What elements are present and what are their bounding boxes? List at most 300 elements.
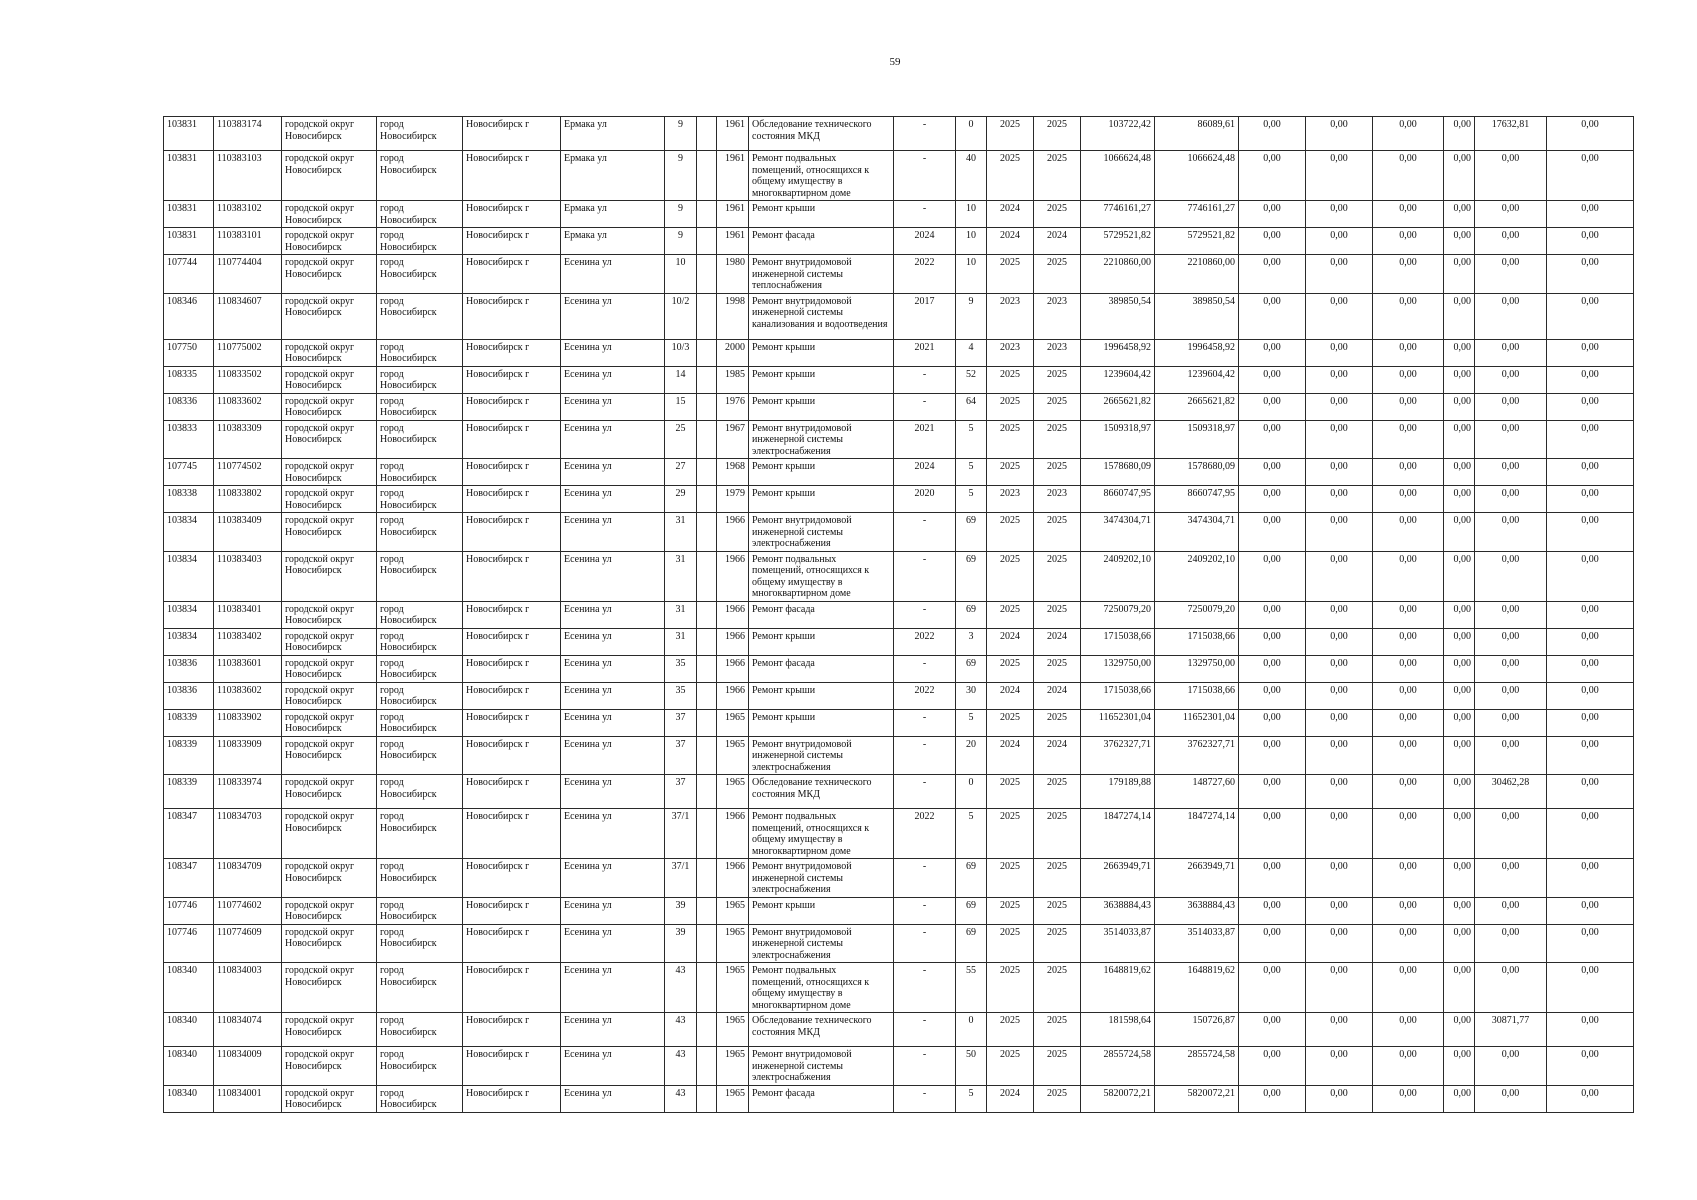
cell-settlement: город Новосибирск bbox=[377, 628, 463, 655]
cell-street: Есенина ул bbox=[561, 339, 665, 366]
cell-extra-funds: 0,00 bbox=[1547, 255, 1634, 294]
cell-last-repair-year: - bbox=[894, 709, 956, 736]
cell-work-id: 110383102 bbox=[214, 201, 282, 228]
cell-plan-year-end: 2025 bbox=[1034, 420, 1081, 459]
cell-budget-local: 0,00 bbox=[1373, 963, 1444, 1013]
cell-work-type: Ремонт фасада bbox=[749, 655, 894, 682]
cell-work-id: 110383601 bbox=[214, 655, 282, 682]
cell-plan-year-start: 2024 bbox=[987, 201, 1034, 228]
cell-settlement: город Новосибирск bbox=[377, 859, 463, 898]
cell-fund-cost: 150726,87 bbox=[1155, 1013, 1239, 1047]
cell-owners-funds: 0,00 bbox=[1475, 709, 1547, 736]
cell-settlement: город Новосибирск bbox=[377, 393, 463, 420]
cell-budget-regional: 0,00 bbox=[1306, 1085, 1373, 1112]
cell-last-repair-year: - bbox=[894, 1047, 956, 1086]
cell-settlement: город Новосибирск bbox=[377, 366, 463, 393]
cell-work-id: 110383402 bbox=[214, 628, 282, 655]
cell-fund-cost: 2409202,10 bbox=[1155, 551, 1239, 601]
cell-house-number: 29 bbox=[665, 486, 697, 513]
cell-total-cost: 389850,54 bbox=[1081, 293, 1155, 339]
cell-budget-local: 0,00 bbox=[1373, 601, 1444, 628]
table-row bbox=[164, 775, 1634, 809]
cell-wear-percent: 5 bbox=[956, 809, 987, 859]
cell-other-funds: 0,00 bbox=[1444, 775, 1475, 809]
table-row bbox=[164, 420, 1634, 459]
cell-district: городской округ Новосибирск bbox=[282, 1085, 377, 1112]
cell-house-number: 37 bbox=[665, 775, 697, 809]
cell-budget-local: 0,00 bbox=[1373, 682, 1444, 709]
cell-street: Есенина ул bbox=[561, 393, 665, 420]
cell-plan-year-end: 2025 bbox=[1034, 709, 1081, 736]
cell-house-number: 27 bbox=[665, 459, 697, 486]
cell-other-funds: 0,00 bbox=[1444, 151, 1475, 201]
cell-budget-local: 0,00 bbox=[1373, 486, 1444, 513]
cell-building bbox=[697, 736, 717, 775]
cell-settlement: город Новосибирск bbox=[377, 339, 463, 366]
cell-plan-year-start: 2025 bbox=[987, 859, 1034, 898]
table-row bbox=[164, 1047, 1634, 1086]
cell-building bbox=[697, 709, 717, 736]
cell-work-id: 110833974 bbox=[214, 775, 282, 809]
cell-commission-year: 1961 bbox=[717, 201, 749, 228]
table-row bbox=[164, 601, 1634, 628]
cell-street: Есенина ул bbox=[561, 775, 665, 809]
cell-last-repair-year: 2020 bbox=[894, 486, 956, 513]
cell-house-number: 35 bbox=[665, 655, 697, 682]
cell-budget-regional: 0,00 bbox=[1306, 809, 1373, 859]
cell-budget-federal: 0,00 bbox=[1239, 924, 1306, 963]
cell-owners-funds: 0,00 bbox=[1475, 293, 1547, 339]
cell-last-repair-year: - bbox=[894, 551, 956, 601]
cell-plan-year-end: 2025 bbox=[1034, 809, 1081, 859]
cell-street: Ермака ул bbox=[561, 228, 665, 255]
cell-work-id: 110383409 bbox=[214, 513, 282, 552]
cell-total-cost: 1715038,66 bbox=[1081, 682, 1155, 709]
cell-street: Есенина ул bbox=[561, 1047, 665, 1086]
cell-work-id: 110833909 bbox=[214, 736, 282, 775]
cell-street: Есенина ул bbox=[561, 897, 665, 924]
cell-house-number: 43 bbox=[665, 1013, 697, 1047]
cell-work-id: 110834003 bbox=[214, 963, 282, 1013]
cell-wear-percent: 0 bbox=[956, 775, 987, 809]
cell-wear-percent: 10 bbox=[956, 255, 987, 294]
cell-house-number: 14 bbox=[665, 366, 697, 393]
cell-district: городской округ Новосибирск bbox=[282, 366, 377, 393]
cell-plan-year-end: 2025 bbox=[1034, 366, 1081, 393]
cell-building bbox=[697, 486, 717, 513]
table-row bbox=[164, 151, 1634, 201]
cell-fund-cost: 8660747,95 bbox=[1155, 486, 1239, 513]
cell-wear-percent: 4 bbox=[956, 339, 987, 366]
cell-house-number: 10/3 bbox=[665, 339, 697, 366]
cell-other-funds: 0,00 bbox=[1444, 897, 1475, 924]
cell-commission-year: 1966 bbox=[717, 628, 749, 655]
cell-plan-year-start: 2025 bbox=[987, 393, 1034, 420]
cell-owners-funds: 0,00 bbox=[1475, 513, 1547, 552]
cell-extra-funds: 0,00 bbox=[1547, 117, 1634, 151]
cell-work-type: Ремонт крыши bbox=[749, 486, 894, 513]
cell-plan-year-end: 2023 bbox=[1034, 293, 1081, 339]
cell-budget-local: 0,00 bbox=[1373, 513, 1444, 552]
cell-total-cost: 2665621,82 bbox=[1081, 393, 1155, 420]
cell-total-cost: 5820072,21 bbox=[1081, 1085, 1155, 1112]
cell-total-cost: 181598,64 bbox=[1081, 1013, 1155, 1047]
cell-owners-funds: 0,00 bbox=[1475, 655, 1547, 682]
cell-other-funds: 0,00 bbox=[1444, 1013, 1475, 1047]
cell-other-funds: 0,00 bbox=[1444, 255, 1475, 294]
cell-last-repair-year: - bbox=[894, 924, 956, 963]
cell-building bbox=[697, 809, 717, 859]
cell-object-id: 108339 bbox=[164, 775, 214, 809]
cell-budget-federal: 0,00 bbox=[1239, 736, 1306, 775]
cell-budget-regional: 0,00 bbox=[1306, 963, 1373, 1013]
cell-total-cost: 2409202,10 bbox=[1081, 551, 1155, 601]
cell-extra-funds: 0,00 bbox=[1547, 775, 1634, 809]
cell-house-number: 9 bbox=[665, 228, 697, 255]
cell-plan-year-start: 2025 bbox=[987, 897, 1034, 924]
cell-district: городской округ Новосибирск bbox=[282, 117, 377, 151]
cell-work-id: 110775002 bbox=[214, 339, 282, 366]
cell-budget-local: 0,00 bbox=[1373, 255, 1444, 294]
cell-last-repair-year: 2022 bbox=[894, 628, 956, 655]
cell-plan-year-start: 2024 bbox=[987, 628, 1034, 655]
cell-budget-local: 0,00 bbox=[1373, 1085, 1444, 1112]
cell-settlement: город Новосибирск bbox=[377, 1047, 463, 1086]
cell-owners-funds: 0,00 bbox=[1475, 339, 1547, 366]
cell-object-id: 107745 bbox=[164, 459, 214, 486]
cell-building bbox=[697, 1013, 717, 1047]
cell-budget-regional: 0,00 bbox=[1306, 366, 1373, 393]
cell-wear-percent: 50 bbox=[956, 1047, 987, 1086]
cell-budget-local: 0,00 bbox=[1373, 809, 1444, 859]
cell-work-type: Ремонт фасада bbox=[749, 228, 894, 255]
cell-work-type: Ремонт внутридомовой инженерной системы электроснабжения bbox=[749, 420, 894, 459]
table-row bbox=[164, 293, 1634, 339]
cell-budget-regional: 0,00 bbox=[1306, 255, 1373, 294]
table-row bbox=[164, 859, 1634, 898]
cell-city: Новосибирск г bbox=[463, 1047, 561, 1086]
cell-other-funds: 0,00 bbox=[1444, 1047, 1475, 1086]
cell-fund-cost: 3762327,71 bbox=[1155, 736, 1239, 775]
table-row bbox=[164, 339, 1634, 366]
cell-building bbox=[697, 682, 717, 709]
cell-street: Есенина ул bbox=[561, 628, 665, 655]
cell-settlement: город Новосибирск bbox=[377, 809, 463, 859]
cell-street: Есенина ул bbox=[561, 963, 665, 1013]
cell-commission-year: 1966 bbox=[717, 682, 749, 709]
page-number: 59 bbox=[889, 56, 901, 68]
cell-budget-regional: 0,00 bbox=[1306, 682, 1373, 709]
cell-street: Есенина ул bbox=[561, 809, 665, 859]
cell-budget-federal: 0,00 bbox=[1239, 963, 1306, 1013]
cell-object-id: 103831 bbox=[164, 228, 214, 255]
cell-district: городской округ Новосибирск bbox=[282, 601, 377, 628]
cell-settlement: город Новосибирск bbox=[377, 201, 463, 228]
cell-street: Есенина ул bbox=[561, 420, 665, 459]
cell-street: Есенина ул bbox=[561, 293, 665, 339]
cell-other-funds: 0,00 bbox=[1444, 293, 1475, 339]
cell-plan-year-start: 2023 bbox=[987, 486, 1034, 513]
cell-building bbox=[697, 601, 717, 628]
cell-last-repair-year: 2021 bbox=[894, 420, 956, 459]
cell-building bbox=[697, 859, 717, 898]
cell-street: Есенина ул bbox=[561, 655, 665, 682]
cell-owners-funds: 0,00 bbox=[1475, 486, 1547, 513]
cell-building bbox=[697, 117, 717, 151]
cell-object-id: 108340 bbox=[164, 963, 214, 1013]
cell-building bbox=[697, 963, 717, 1013]
cell-building bbox=[697, 1047, 717, 1086]
cell-work-type: Обследование технического состояния МКД bbox=[749, 1013, 894, 1047]
cell-city: Новосибирск г bbox=[463, 551, 561, 601]
cell-fund-cost: 3514033,87 bbox=[1155, 924, 1239, 963]
cell-street: Ермака ул bbox=[561, 201, 665, 228]
cell-street: Есенина ул bbox=[561, 459, 665, 486]
table-row bbox=[164, 255, 1634, 294]
cell-budget-regional: 0,00 bbox=[1306, 117, 1373, 151]
cell-budget-local: 0,00 bbox=[1373, 459, 1444, 486]
cell-city: Новосибирск г bbox=[463, 366, 561, 393]
cell-budget-local: 0,00 bbox=[1373, 775, 1444, 809]
cell-owners-funds: 0,00 bbox=[1475, 628, 1547, 655]
cell-wear-percent: 9 bbox=[956, 293, 987, 339]
cell-other-funds: 0,00 bbox=[1444, 420, 1475, 459]
cell-district: городской округ Новосибирск bbox=[282, 897, 377, 924]
cell-plan-year-start: 2025 bbox=[987, 655, 1034, 682]
cell-total-cost: 1239604,42 bbox=[1081, 366, 1155, 393]
cell-house-number: 37/1 bbox=[665, 809, 697, 859]
cell-district: городской округ Новосибирск bbox=[282, 736, 377, 775]
cell-total-cost: 2855724,58 bbox=[1081, 1047, 1155, 1086]
cell-total-cost: 7746161,27 bbox=[1081, 201, 1155, 228]
cell-street: Есенина ул bbox=[561, 513, 665, 552]
table-row bbox=[164, 736, 1634, 775]
cell-wear-percent: 0 bbox=[956, 1013, 987, 1047]
cell-budget-regional: 0,00 bbox=[1306, 339, 1373, 366]
cell-budget-regional: 0,00 bbox=[1306, 859, 1373, 898]
cell-fund-cost: 1329750,00 bbox=[1155, 655, 1239, 682]
cell-district: городской округ Новосибирск bbox=[282, 924, 377, 963]
cell-budget-regional: 0,00 bbox=[1306, 601, 1373, 628]
cell-other-funds: 0,00 bbox=[1444, 201, 1475, 228]
cell-other-funds: 0,00 bbox=[1444, 736, 1475, 775]
cell-house-number: 31 bbox=[665, 601, 697, 628]
cell-plan-year-end: 2025 bbox=[1034, 551, 1081, 601]
cell-building bbox=[697, 366, 717, 393]
cell-plan-year-start: 2024 bbox=[987, 228, 1034, 255]
cell-budget-regional: 0,00 bbox=[1306, 228, 1373, 255]
cell-plan-year-start: 2025 bbox=[987, 513, 1034, 552]
cell-work-type: Ремонт фасада bbox=[749, 1085, 894, 1112]
cell-other-funds: 0,00 bbox=[1444, 366, 1475, 393]
cell-work-id: 110834703 bbox=[214, 809, 282, 859]
cell-work-type: Ремонт крыши bbox=[749, 201, 894, 228]
cell-district: городской округ Новосибирск bbox=[282, 628, 377, 655]
cell-wear-percent: 69 bbox=[956, 551, 987, 601]
cell-plan-year-end: 2025 bbox=[1034, 151, 1081, 201]
cell-commission-year: 1965 bbox=[717, 963, 749, 1013]
cell-settlement: город Новосибирск bbox=[377, 459, 463, 486]
cell-commission-year: 1967 bbox=[717, 420, 749, 459]
cell-work-type: Ремонт подвальных помещений, относящихся к общему имуществу в многоквартирном доме bbox=[749, 551, 894, 601]
table-row bbox=[164, 1085, 1634, 1112]
cell-other-funds: 0,00 bbox=[1444, 859, 1475, 898]
cell-work-type: Ремонт крыши bbox=[749, 339, 894, 366]
cell-city: Новосибирск г bbox=[463, 393, 561, 420]
cell-commission-year: 1966 bbox=[717, 809, 749, 859]
cell-building bbox=[697, 775, 717, 809]
cell-work-type: Ремонт фасада bbox=[749, 601, 894, 628]
table-row bbox=[164, 924, 1634, 963]
cell-budget-federal: 0,00 bbox=[1239, 366, 1306, 393]
cell-building bbox=[697, 628, 717, 655]
cell-budget-regional: 0,00 bbox=[1306, 709, 1373, 736]
cell-work-id: 110774502 bbox=[214, 459, 282, 486]
cell-work-id: 110383403 bbox=[214, 551, 282, 601]
cell-commission-year: 1980 bbox=[717, 255, 749, 294]
cell-settlement: город Новосибирск bbox=[377, 601, 463, 628]
cell-other-funds: 0,00 bbox=[1444, 486, 1475, 513]
cell-object-id: 103834 bbox=[164, 628, 214, 655]
cell-street: Есенина ул bbox=[561, 924, 665, 963]
cell-budget-federal: 0,00 bbox=[1239, 859, 1306, 898]
cell-last-repair-year: - bbox=[894, 963, 956, 1013]
cell-city: Новосибирск г bbox=[463, 628, 561, 655]
cell-work-type: Ремонт подвальных помещений, относящихся к общему имуществу в многоквартирном доме bbox=[749, 963, 894, 1013]
cell-budget-federal: 0,00 bbox=[1239, 709, 1306, 736]
cell-plan-year-end: 2023 bbox=[1034, 486, 1081, 513]
cell-object-id: 107746 bbox=[164, 924, 214, 963]
cell-building bbox=[697, 293, 717, 339]
cell-work-id: 110383309 bbox=[214, 420, 282, 459]
cell-work-id: 110833802 bbox=[214, 486, 282, 513]
cell-last-repair-year: 2024 bbox=[894, 459, 956, 486]
cell-street: Есенина ул bbox=[561, 255, 665, 294]
cell-budget-regional: 0,00 bbox=[1306, 736, 1373, 775]
cell-fund-cost: 5729521,82 bbox=[1155, 228, 1239, 255]
cell-last-repair-year: - bbox=[894, 601, 956, 628]
cell-commission-year: 1961 bbox=[717, 228, 749, 255]
cell-budget-local: 0,00 bbox=[1373, 117, 1444, 151]
cell-fund-cost: 2663949,71 bbox=[1155, 859, 1239, 898]
cell-city: Новосибирск г bbox=[463, 228, 561, 255]
cell-fund-cost: 1578680,09 bbox=[1155, 459, 1239, 486]
cell-total-cost: 2663949,71 bbox=[1081, 859, 1155, 898]
cell-plan-year-start: 2025 bbox=[987, 963, 1034, 1013]
table-row bbox=[164, 655, 1634, 682]
cell-last-repair-year: - bbox=[894, 151, 956, 201]
cell-settlement: город Новосибирск bbox=[377, 897, 463, 924]
cell-last-repair-year: 2017 bbox=[894, 293, 956, 339]
cell-object-id: 107744 bbox=[164, 255, 214, 294]
table-row bbox=[164, 709, 1634, 736]
cell-object-id: 103834 bbox=[164, 513, 214, 552]
cell-budget-local: 0,00 bbox=[1373, 1013, 1444, 1047]
cell-house-number: 9 bbox=[665, 117, 697, 151]
cell-total-cost: 7250079,20 bbox=[1081, 601, 1155, 628]
table-row bbox=[164, 228, 1634, 255]
cell-budget-local: 0,00 bbox=[1373, 293, 1444, 339]
cell-budget-local: 0,00 bbox=[1373, 655, 1444, 682]
cell-plan-year-start: 2024 bbox=[987, 1085, 1034, 1112]
cell-city: Новосибирск г bbox=[463, 859, 561, 898]
cell-extra-funds: 0,00 bbox=[1547, 551, 1634, 601]
cell-wear-percent: 52 bbox=[956, 366, 987, 393]
cell-fund-cost: 148727,60 bbox=[1155, 775, 1239, 809]
cell-object-id: 108338 bbox=[164, 486, 214, 513]
cell-owners-funds: 30462,28 bbox=[1475, 775, 1547, 809]
cell-owners-funds: 0,00 bbox=[1475, 420, 1547, 459]
cell-work-type: Ремонт подвальных помещений, относящихся к общему имуществу в многоквартирном доме bbox=[749, 151, 894, 201]
cell-total-cost: 1648819,62 bbox=[1081, 963, 1155, 1013]
cell-extra-funds: 0,00 bbox=[1547, 709, 1634, 736]
cell-house-number: 10 bbox=[665, 255, 697, 294]
cell-budget-regional: 0,00 bbox=[1306, 293, 1373, 339]
cell-building bbox=[697, 924, 717, 963]
cell-budget-local: 0,00 bbox=[1373, 228, 1444, 255]
cell-budget-local: 0,00 bbox=[1373, 151, 1444, 201]
cell-wear-percent: 40 bbox=[956, 151, 987, 201]
cell-district: городской округ Новосибирск bbox=[282, 809, 377, 859]
cell-house-number: 37 bbox=[665, 736, 697, 775]
cell-owners-funds: 0,00 bbox=[1475, 736, 1547, 775]
cell-work-type: Ремонт крыши bbox=[749, 628, 894, 655]
cell-commission-year: 1965 bbox=[717, 1013, 749, 1047]
cell-settlement: город Новосибирск bbox=[377, 655, 463, 682]
cell-plan-year-start: 2023 bbox=[987, 293, 1034, 339]
cell-owners-funds: 0,00 bbox=[1475, 809, 1547, 859]
cell-other-funds: 0,00 bbox=[1444, 655, 1475, 682]
cell-total-cost: 3762327,71 bbox=[1081, 736, 1155, 775]
cell-settlement: город Новосибирск bbox=[377, 709, 463, 736]
cell-object-id: 108340 bbox=[164, 1085, 214, 1112]
cell-object-id: 108339 bbox=[164, 736, 214, 775]
cell-object-id: 103831 bbox=[164, 201, 214, 228]
cell-last-repair-year: 2021 bbox=[894, 339, 956, 366]
cell-budget-federal: 0,00 bbox=[1239, 255, 1306, 294]
cell-total-cost: 3638884,43 bbox=[1081, 897, 1155, 924]
cell-fund-cost: 1996458,92 bbox=[1155, 339, 1239, 366]
cell-house-number: 39 bbox=[665, 924, 697, 963]
cell-last-repair-year: - bbox=[894, 775, 956, 809]
cell-plan-year-start: 2024 bbox=[987, 682, 1034, 709]
cell-plan-year-end: 2025 bbox=[1034, 393, 1081, 420]
cell-street: Есенина ул bbox=[561, 736, 665, 775]
cell-plan-year-end: 2024 bbox=[1034, 628, 1081, 655]
cell-fund-cost: 1648819,62 bbox=[1155, 963, 1239, 1013]
cell-city: Новосибирск г bbox=[463, 513, 561, 552]
cell-wear-percent: 20 bbox=[956, 736, 987, 775]
cell-object-id: 103834 bbox=[164, 601, 214, 628]
cell-plan-year-start: 2023 bbox=[987, 339, 1034, 366]
cell-last-repair-year: - bbox=[894, 513, 956, 552]
cell-extra-funds: 0,00 bbox=[1547, 228, 1634, 255]
cell-budget-federal: 0,00 bbox=[1239, 897, 1306, 924]
cell-owners-funds: 0,00 bbox=[1475, 924, 1547, 963]
cell-budget-local: 0,00 bbox=[1373, 366, 1444, 393]
cell-budget-federal: 0,00 bbox=[1239, 459, 1306, 486]
cell-other-funds: 0,00 bbox=[1444, 393, 1475, 420]
cell-city: Новосибирск г bbox=[463, 201, 561, 228]
table-row bbox=[164, 963, 1634, 1013]
cell-last-repair-year: - bbox=[894, 1085, 956, 1112]
cell-owners-funds: 0,00 bbox=[1475, 963, 1547, 1013]
cell-settlement: город Новосибирск bbox=[377, 151, 463, 201]
cell-work-id: 110833602 bbox=[214, 393, 282, 420]
cell-extra-funds: 0,00 bbox=[1547, 736, 1634, 775]
cell-city: Новосибирск г bbox=[463, 117, 561, 151]
cell-commission-year: 2000 bbox=[717, 339, 749, 366]
